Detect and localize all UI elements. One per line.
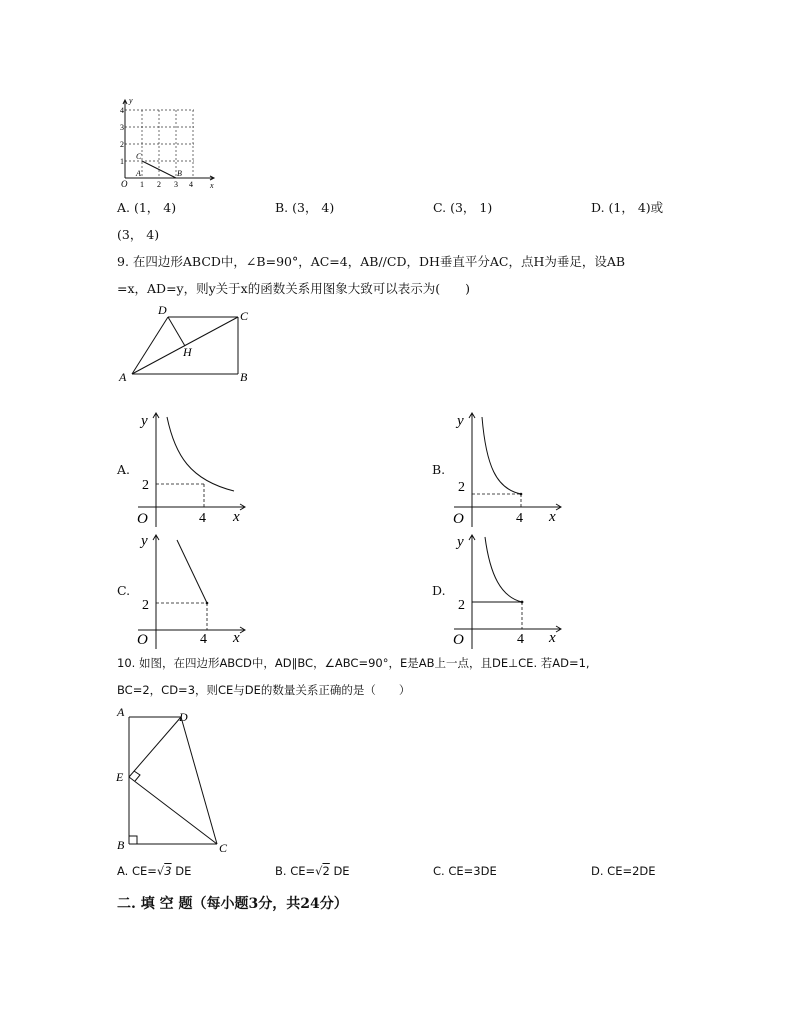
q10-question-line-1: 10. 如图，在四边形ABCD中，AD∥BC，∠ABC=90°，E是AB上一点，且DE⊥CE. 若AD=1, xyxy=(117,656,590,670)
q9-graph-a-origin: O xyxy=(137,511,148,527)
q9-graph-c-origin: O xyxy=(137,632,148,648)
q10-option-d: D. CE=2DE xyxy=(591,864,656,878)
q8-option-d-continued: (3， 4) xyxy=(117,227,160,242)
q9-graph-b xyxy=(446,405,571,530)
q8-origin-label: O xyxy=(121,179,128,189)
q9-graph-c xyxy=(130,527,255,652)
q10-option-b-radicand: 2 xyxy=(322,864,330,878)
q9-graph-a-y-axis: y xyxy=(141,413,148,429)
q10-vertex-c: C xyxy=(219,841,228,855)
q9-graph-c-y-value: 2 xyxy=(142,598,149,613)
q9-graph-d-origin: O xyxy=(453,632,464,648)
sqrt-symbol: √ xyxy=(315,864,323,878)
q8-x-tick-4: 4 xyxy=(189,180,193,189)
sqrt-symbol: √ xyxy=(156,864,165,878)
q10-option-a-radicand: 3 xyxy=(164,864,172,878)
q9-graph-d-x-value: 4 xyxy=(517,632,524,647)
q9-graph-b-y-value: 2 xyxy=(458,480,465,495)
q10-option-a xyxy=(117,866,191,878)
q9-graph-c-x-axis: x xyxy=(233,630,240,646)
q8-y-tick-4: 4 xyxy=(120,106,124,115)
section-2-heading: 二. 填 空 题（每小题3分，共24分） xyxy=(117,896,348,912)
q8-option-c: C. (3， 1) xyxy=(433,200,493,215)
q10-vertex-a: A xyxy=(117,705,125,719)
q10-option-c: C. CE=3DE xyxy=(433,864,497,878)
q8-option-d: D. (1， 4)或 xyxy=(591,200,664,215)
q8-y-axis-label: y xyxy=(129,96,133,105)
q8-point-a-label: A xyxy=(136,169,141,178)
q10-vertex-d: D xyxy=(179,710,188,724)
q9-quadrilateral-figure xyxy=(115,300,265,390)
q8-point-c-label: C xyxy=(136,152,142,161)
q10-option-b-suffix: DE xyxy=(333,864,350,878)
q8-option-b: B. (3， 4) xyxy=(275,200,335,215)
q10-option-b-prefix: B. CE= xyxy=(275,864,316,878)
q9-graph-b-origin: O xyxy=(453,511,464,527)
q9-point-h: H xyxy=(183,345,192,359)
q9-graph-label-d: D. xyxy=(432,583,446,598)
q9-question-line-1: 9. 在四边形ABCD中，∠B=90°，AC=4，AB//CD，DH垂直平分AC，点H为垂足，设AB xyxy=(117,254,626,269)
q9-graph-a-x-axis: x xyxy=(233,509,240,525)
q10-option-a-prefix: A. CE= xyxy=(117,864,157,878)
q9-graph-d xyxy=(446,527,571,652)
q8-x-tick-3: 3 xyxy=(174,180,178,189)
q8-coordinate-figure xyxy=(110,96,220,191)
q8-y-tick-2: 2 xyxy=(120,140,124,149)
q9-graph-label-b: B. xyxy=(432,462,446,477)
q9-graph-c-y-axis: y xyxy=(141,533,148,549)
q9-graph-d-y-value: 2 xyxy=(458,598,465,613)
q9-graph-a xyxy=(130,405,255,530)
q9-graph-b-y-axis: y xyxy=(457,413,464,429)
q8-x-axis-label: x xyxy=(210,181,214,190)
q10-option-a-suffix: DE xyxy=(175,864,192,878)
q9-graph-a-y-value: 2 xyxy=(142,478,149,493)
q9-vertex-d: D xyxy=(158,303,167,317)
q8-point-b-label: B xyxy=(177,169,182,178)
q10-question-line-2: BC=2，CD=3，则CE与DE的数量关系正确的是（ ） xyxy=(117,683,411,697)
q8-y-tick-3: 3 xyxy=(120,123,124,132)
q10-vertex-b: B xyxy=(117,838,125,852)
q9-graph-c-x-value: 4 xyxy=(200,632,207,647)
q9-graph-b-x-axis: x xyxy=(549,509,556,525)
q9-graph-label-c: C. xyxy=(117,583,131,598)
q9-graph-label-a: A. xyxy=(117,462,131,477)
q10-quadrilateral-figure xyxy=(112,703,242,858)
q9-graph-d-x-axis: x xyxy=(549,630,556,646)
q8-option-a: A. (1， 4) xyxy=(117,200,177,215)
q9-vertex-a: A xyxy=(119,370,127,384)
q9-graph-d-y-axis: y xyxy=(457,534,464,550)
q9-question-line-2: =x，AD=y，则y关于x的函数关系用图象大致可以表示为( ) xyxy=(117,281,470,296)
q8-x-tick-1: 1 xyxy=(140,180,144,189)
q9-graph-b-x-value: 4 xyxy=(516,511,523,526)
q10-point-e: E xyxy=(116,770,124,784)
q9-vertex-b: B xyxy=(240,370,248,384)
q8-y-tick-1: 1 xyxy=(120,157,124,166)
q9-graph-a-x-value: 4 xyxy=(199,511,206,526)
q9-vertex-c: C xyxy=(240,309,249,323)
q10-option-b xyxy=(275,866,350,878)
q8-x-tick-2: 2 xyxy=(157,180,161,189)
